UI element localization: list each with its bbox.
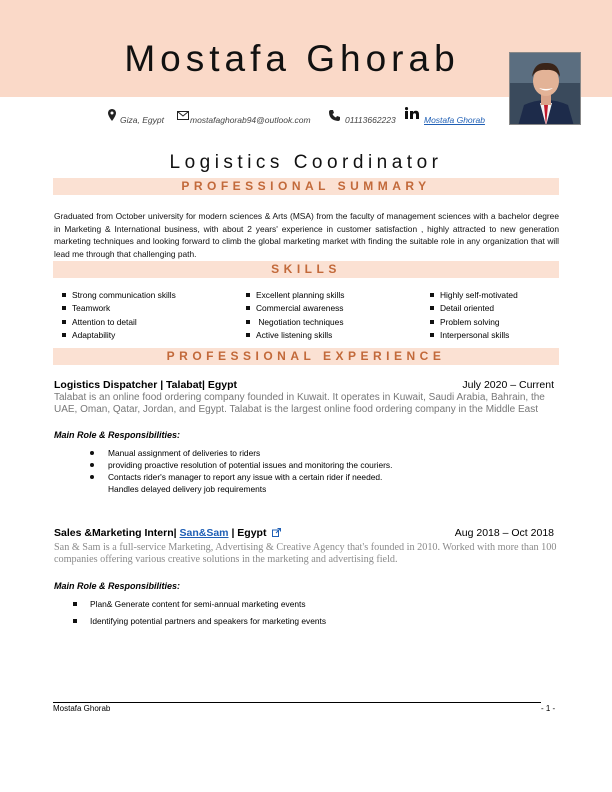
job-2-title-prefix: Sales &Marketing Intern| <box>54 527 177 539</box>
job-1-responsibilities <box>108 447 392 495</box>
skill-item: Attention to detail <box>54 316 176 329</box>
skills-column-3 <box>422 289 518 342</box>
footer-divider <box>53 702 541 703</box>
job-2-company-link[interactable]: San&Sam <box>179 527 229 539</box>
job-1-role-heading: Main Role & Responsibilities: <box>54 430 181 440</box>
skill-item: Highly self-motivated <box>422 289 518 302</box>
job-1-description: Talabat is an online food ordering company founded in Kuwait. It operates in Kuwait, Saudi Arabia, Bahrain, the UAE, Oman, Qatar, Jordan, and Egypt. Talabat is the largest online food ordering company in the Middle East <box>54 392 545 416</box>
page-number: - 1 - <box>541 704 556 713</box>
skill-item: Detail oriented <box>422 302 518 315</box>
summary-text: Graduated from October university for modern sciences & Arts (MSA) from the faculty of management sciences with a bachelor degree in Marketing & International business, with about 2 years' experience in customer satisfaction , highly attracted to new generation marketing techniques and looking forward to climb the global marketing market with finding the suitable role in any organization that will lead me through that challenging path. <box>54 211 559 259</box>
phone-icon <box>329 110 340 121</box>
skills-column-1 <box>54 289 176 342</box>
skill-item: Negotiation techniques <box>238 316 344 329</box>
experience-heading: PROFESSIONAL EXPERIENCE <box>53 348 559 365</box>
job-2-responsibilities <box>90 596 326 630</box>
job-1-title: Logistics Dispatcher | Talabat| Egypt <box>54 379 238 391</box>
job-title: Logistics Coordinator <box>169 152 443 173</box>
responsibility-item: Handles delayed delivery job requirements <box>108 484 267 494</box>
skill-item: Teamwork <box>54 302 176 315</box>
email-text[interactable]: mostafaghorab94@outlook.com <box>190 115 311 125</box>
contact-line <box>0 109 612 129</box>
skill-item: Strong communication skills <box>54 289 176 302</box>
candidate-name: Mostafa Ghorab <box>124 38 460 79</box>
external-link-icon[interactable] <box>272 528 281 537</box>
responsibility-item: Contacts rider's manager to report any issue with a certain rider if needed. <box>108 471 392 483</box>
location-pin-icon <box>108 109 116 121</box>
skill-item: Adaptability <box>54 329 176 342</box>
envelope-icon <box>177 111 189 120</box>
phone-text[interactable]: 01113662223 <box>345 115 396 125</box>
job-1-dates: July 2020 – Current <box>462 379 554 391</box>
skill-item: Interpersonal skills <box>422 329 518 342</box>
job-2-title-suffix: | Egypt <box>231 527 267 539</box>
skills-heading: SKILLS <box>53 261 559 278</box>
skill-item: Commercial awareness <box>238 302 344 315</box>
job-1-header <box>54 379 554 391</box>
responsibility-item: providing proactive resolution of potential issues and monitoring the couriers. <box>108 459 392 471</box>
summary-heading: PROFESSIONAL SUMMARY <box>53 178 559 195</box>
skill-item: Active listening skills <box>238 329 344 342</box>
linkedin-link[interactable]: Mostafa Ghorab <box>424 115 485 125</box>
job-2-description: San & Sam is a full-service Marketing, Advertising & Creative Agency that's founded in 2010. Worked with more than 100 companies offering various creative solutions in the marketing and advertising field. <box>54 542 557 566</box>
responsibility-item: Manual assignment of deliveries to riders <box>108 447 392 459</box>
job-2-header <box>54 527 554 539</box>
location-text: Giza, Egypt <box>120 115 164 125</box>
job-2-role-heading: Main Role & Responsibilities: <box>54 581 181 591</box>
linkedin-icon <box>405 107 420 119</box>
responsibility-item: Identifying potential partners and speakers for marketing events <box>90 613 326 630</box>
skill-item: Excellent planning skills <box>238 289 344 302</box>
skills-column-2 <box>238 289 344 342</box>
job-2-dates: Aug 2018 – Oct 2018 <box>454 527 554 539</box>
responsibility-item: Plan& Generate content for semi-annual marketing events <box>90 596 326 613</box>
footer-name: Mostafa Ghorab <box>53 704 111 713</box>
skill-item: Problem solving <box>422 316 518 329</box>
